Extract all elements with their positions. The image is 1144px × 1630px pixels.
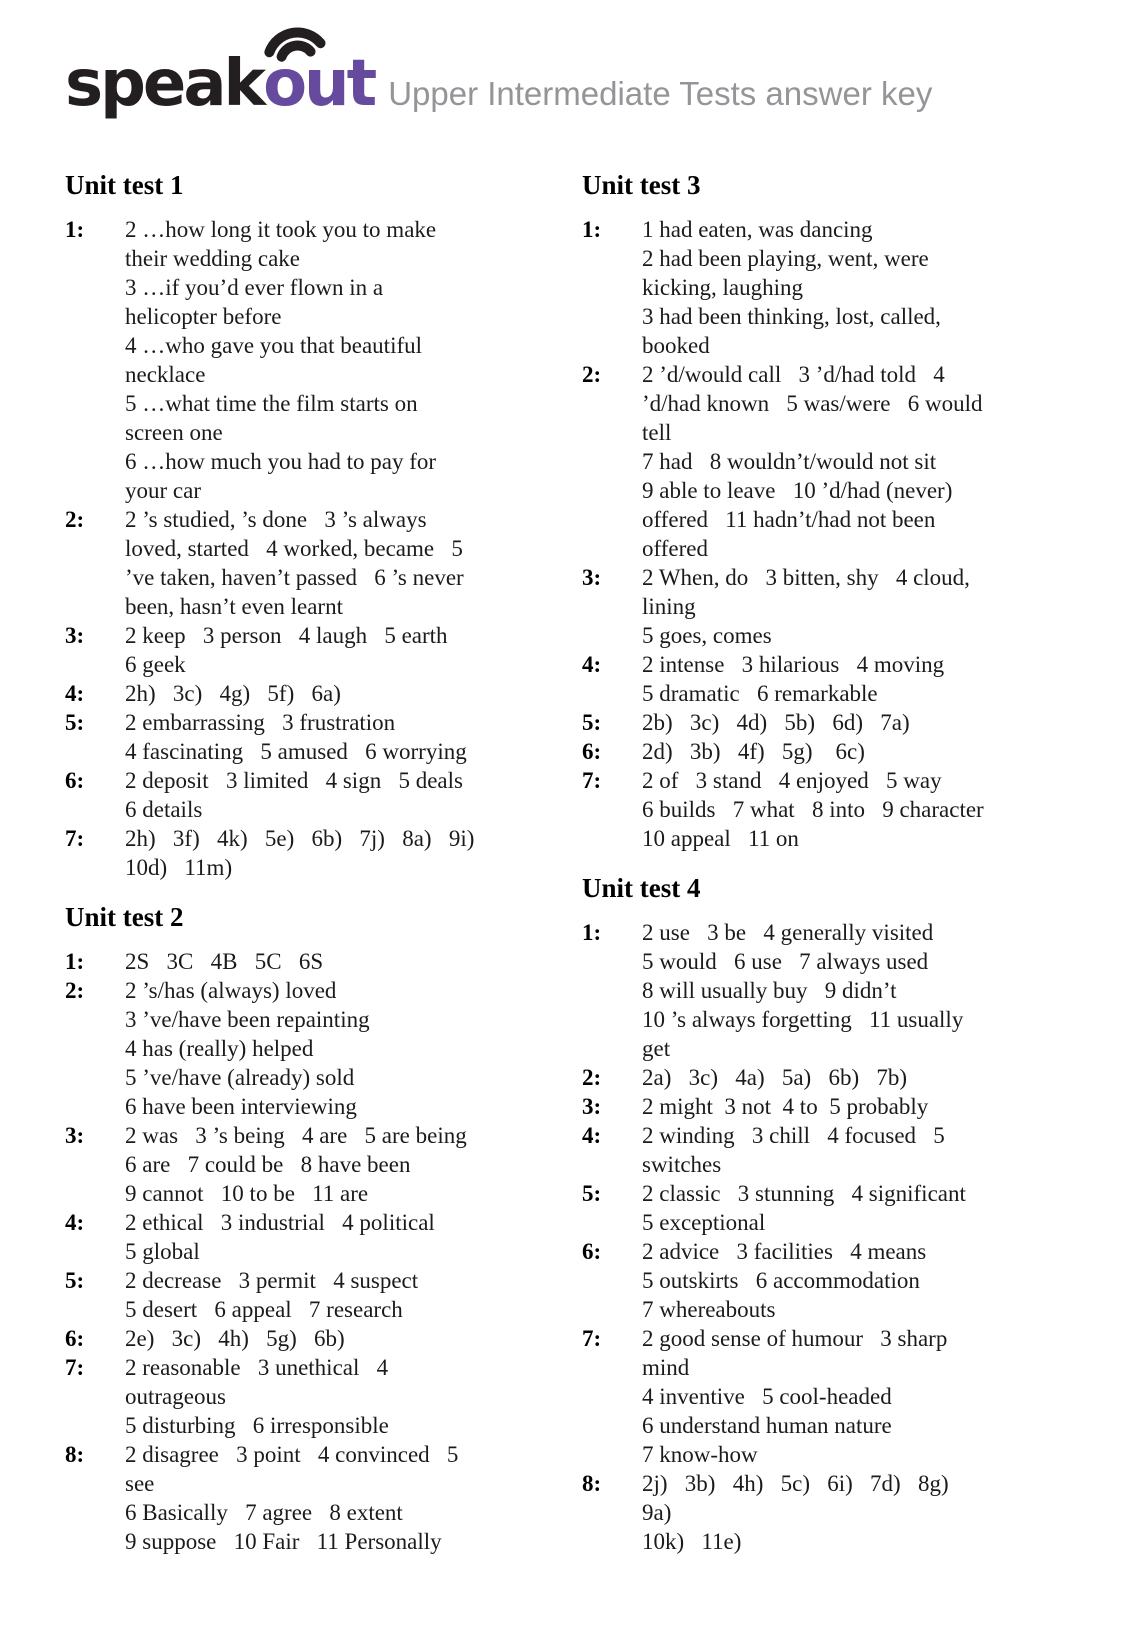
answer-line: 7 had 8 wouldn’t/would not sit: [642, 449, 937, 475]
answer-line: ’d/had known 5 was/were 6 would: [642, 391, 983, 417]
answer-line: 2j) 3b) 4h) 5c) 6i) 7d) 8g): [642, 1471, 949, 1497]
answer-line: switches: [642, 1152, 722, 1178]
answer-line: 7 know-how: [642, 1442, 758, 1468]
answer-line: 10 appeal 11 on: [642, 826, 799, 852]
answer-line: been, hasn’t even learnt: [125, 594, 343, 620]
exercise-number: 3:: [65, 623, 85, 649]
answer-line: see: [125, 1471, 155, 1497]
answer-line: 4 fascinating 5 amused 6 worrying: [125, 739, 467, 765]
answer-line: offered: [642, 536, 708, 562]
answer-line: your car: [125, 478, 201, 504]
answer-lines: [642, 918, 1079, 1063]
answer-line: 10d) 11m): [125, 855, 233, 881]
answer-line: 2b) 3c) 4d) 5b) 6d) 7a): [642, 710, 910, 736]
answer-item: [582, 1063, 1079, 1092]
unit-test-section: [582, 170, 1079, 853]
answer-item: [582, 766, 1079, 853]
logo-text-out: [263, 47, 375, 121]
answer-line: 4 …who gave you that beautiful: [125, 333, 423, 359]
answer-line: mind: [642, 1355, 690, 1381]
answer-line: 1 had eaten, was dancing: [642, 217, 873, 243]
unit-test-title: Unit test 1: [65, 170, 184, 200]
answer-item: [65, 1266, 562, 1324]
answer-line: 2 advice 3 facilities 4 means: [642, 1239, 927, 1265]
answer-line: 6 geek: [125, 652, 186, 678]
answer-item: [582, 360, 1079, 563]
answer-lines: [642, 737, 1079, 766]
exercise-number: 1:: [65, 949, 85, 975]
answer-lines: [125, 215, 562, 505]
answer-item: [582, 563, 1079, 650]
exercise-number: 6:: [582, 1239, 602, 1265]
answer-lines: [125, 621, 562, 679]
answer-item: [582, 1092, 1079, 1121]
unit-test-section: [582, 873, 1079, 1556]
answer-item: [65, 976, 562, 1121]
logo-text-speak: speak: [65, 47, 264, 121]
answer-lines: [642, 766, 1079, 853]
unit-test-section: [65, 902, 562, 1556]
answer-lines: [642, 1121, 1079, 1179]
answer-line: 2 winding 3 chill 4 focused 5: [642, 1123, 945, 1149]
answer-line: outrageous: [125, 1384, 226, 1410]
answer-line: 9 cannot 10 to be 11 are: [125, 1181, 369, 1207]
answer-item: [65, 505, 562, 621]
answer-item: [582, 918, 1079, 1063]
answer-lines: [642, 1092, 1079, 1121]
answer-line: lining: [642, 594, 696, 620]
answer-line: 2 was 3 ’s being 4 are 5 are being: [125, 1123, 467, 1149]
answer-line: 9a): [642, 1500, 672, 1526]
answer-line: 5 goes, comes: [642, 623, 772, 649]
exercise-number: 3:: [65, 1123, 85, 1149]
answer-item: [65, 679, 562, 708]
answer-line: 2 When, do 3 bitten, shy 4 cloud,: [642, 565, 970, 591]
exercise-number: 2:: [582, 362, 602, 388]
answer-item: [582, 1324, 1079, 1469]
answer-line: 3 ’ve/have been repainting: [125, 1007, 370, 1033]
answer-line: 9 suppose 10 Fair 11 Personally: [125, 1529, 442, 1555]
answer-line: 5 desert 6 appeal 7 research: [125, 1297, 403, 1323]
answer-item: [582, 1237, 1079, 1324]
answer-line: ’ve taken, haven’t passed 6 ’s never: [125, 565, 464, 591]
answer-lines: [125, 976, 562, 1121]
answer-line: 6 are 7 could be 8 have been: [125, 1152, 411, 1178]
answer-line: 2 of 3 stand 4 enjoyed 5 way: [642, 768, 942, 794]
exercise-number: 5:: [582, 710, 602, 736]
answer-lines: [125, 505, 562, 621]
answer-line: their wedding cake: [125, 246, 300, 272]
unit-test-title: Unit test 4: [582, 873, 701, 904]
exercise-number: 5:: [65, 710, 85, 736]
answer-line: 2 use 3 be 4 generally visited: [642, 920, 934, 946]
answer-line: 8 will usually buy 9 didn’t: [642, 978, 897, 1004]
exercise-number: 8:: [582, 1471, 602, 1497]
content: [0, 140, 1144, 1556]
answer-line: 10k) 11e): [642, 1529, 742, 1555]
wifi-arcs-icon: [253, 2, 332, 60]
exercise-number: 4:: [582, 652, 602, 678]
answer-lines: [642, 1179, 1079, 1237]
answer-line: 5 disturbing 6 irresponsible: [125, 1413, 389, 1439]
answer-line: 6 Basically 7 agree 8 extent: [125, 1500, 403, 1526]
answer-line: 2 good sense of humour 3 sharp: [642, 1326, 948, 1352]
answer-line: 2 had been playing, went, were: [642, 246, 929, 272]
logo-text-out-inner: out: [263, 47, 375, 121]
answer-line: 6 have been interviewing: [125, 1094, 357, 1120]
exercise-number: 4:: [65, 1210, 85, 1236]
unit-test-title: Unit test 3: [582, 170, 701, 200]
exercise-number: 7:: [582, 1326, 602, 1352]
exercise-number: 4:: [65, 681, 85, 707]
answer-line: 7 whereabouts: [642, 1297, 776, 1323]
answer-line: 2 ’d/would call 3 ’d/had told 4: [642, 362, 945, 388]
answer-line: 2h) 3c) 4g) 5f) 6a): [125, 681, 341, 707]
answer-lines: [125, 1121, 562, 1208]
answer-line: 2 ’s/has (always) loved: [125, 978, 337, 1004]
answer-line: loved, started 4 worked, became 5: [125, 536, 463, 562]
answer-line: 5 exceptional: [642, 1210, 766, 1236]
answer-line: tell: [642, 420, 672, 446]
exercise-number: 2:: [582, 1065, 602, 1091]
answer-item: [582, 1121, 1079, 1179]
answer-line: offered 11 hadn’t/had not been: [642, 507, 936, 533]
left-column: [65, 170, 562, 1556]
answer-line: 3 …if you’d ever flown in a: [125, 275, 384, 301]
answer-line: 2 embarrassing 3 frustration: [125, 710, 396, 736]
answer-line: necklace: [125, 362, 206, 388]
answer-line: 5 …what time the film starts on: [125, 391, 418, 417]
exercise-number: 1:: [582, 217, 602, 243]
speakout-logo: [65, 47, 375, 121]
answer-lines: [125, 679, 562, 708]
exercise-number: 6:: [65, 768, 85, 794]
exercise-number: 3:: [582, 565, 602, 591]
answer-line: 2e) 3c) 4h) 5g) 6b): [125, 1326, 345, 1352]
answer-lines: [642, 360, 1079, 563]
exercise-number: 2:: [65, 978, 85, 1004]
answer-line: 4 has (really) helped: [125, 1036, 314, 1062]
exercise-number: 7:: [65, 826, 85, 852]
answer-item: [65, 824, 562, 882]
answer-line: get: [642, 1036, 671, 1062]
exercise-number: 5:: [582, 1181, 602, 1207]
exercise-number: 5:: [65, 1268, 85, 1294]
answer-line: 2 ethical 3 industrial 4 political: [125, 1210, 435, 1236]
answer-line: 6 details: [125, 797, 203, 823]
answer-line: kicking, laughing: [642, 275, 803, 301]
exercise-number: 7:: [65, 1355, 85, 1381]
answer-lines: [642, 215, 1079, 360]
answer-line: 2 reasonable 3 unethical 4: [125, 1355, 389, 1381]
answer-item: [582, 1469, 1079, 1556]
answer-line: 2h) 3f) 4k) 5e) 6b) 7j) 8a) 9i): [125, 826, 475, 852]
answer-item: [65, 621, 562, 679]
answer-item: [65, 1440, 562, 1556]
answer-item: [65, 708, 562, 766]
answer-line: 9 able to leave 10 ’d/had (never): [642, 478, 953, 504]
answer-line: 4 inventive 5 cool-headed: [642, 1384, 892, 1410]
exercise-number: 3:: [582, 1094, 602, 1120]
answer-lines: [125, 947, 562, 976]
answer-line: 6 understand human nature: [642, 1413, 892, 1439]
answer-line: 2 intense 3 hilarious 4 moving: [642, 652, 945, 678]
answer-item: [65, 947, 562, 976]
answer-line: 5 dramatic 6 remarkable: [642, 681, 878, 707]
answer-lines: [642, 563, 1079, 650]
answer-line: 2 might 3 not 4 to 5 probably: [642, 1094, 929, 1120]
unit-test-section: [65, 170, 562, 882]
exercise-number: 1:: [65, 217, 85, 243]
answer-lines: [642, 1063, 1079, 1092]
answer-line: 5 would 6 use 7 always used: [642, 949, 929, 975]
answer-item: [65, 1353, 562, 1440]
unit-test-title: Unit test 2: [65, 902, 184, 933]
page-title: Upper Intermediate Tests answer key: [388, 75, 933, 112]
answer-line: booked: [642, 333, 710, 359]
answer-item: [582, 737, 1079, 766]
answer-item: [582, 215, 1079, 360]
answer-lines: [642, 708, 1079, 737]
answer-line: 6 …how much you had to pay for: [125, 449, 437, 475]
answer-line: 2 disagree 3 point 4 convinced 5: [125, 1442, 459, 1468]
answer-lines: [125, 1324, 562, 1353]
answer-line: 2 ’s studied, ’s done 3 ’s always: [125, 507, 427, 533]
answer-line: 6 builds 7 what 8 into 9 character: [642, 797, 984, 823]
answer-line: 5 ’ve/have (already) sold: [125, 1065, 355, 1091]
exercise-number: 8:: [65, 1442, 85, 1468]
answer-item: [65, 766, 562, 824]
answer-lines: [125, 708, 562, 766]
right-column: [582, 170, 1079, 1556]
answer-line: helicopter before: [125, 304, 282, 330]
answer-line: 2 …how long it took you to make: [125, 217, 437, 243]
answer-line: 2 keep 3 person 4 laugh 5 earth: [125, 623, 448, 649]
exercise-number: 2:: [65, 507, 85, 533]
answer-lines: [125, 824, 562, 882]
answer-line: 2d) 3b) 4f) 5g) 6c): [642, 739, 865, 765]
answer-line: 2 classic 3 stunning 4 significant: [642, 1181, 966, 1207]
answer-item: [65, 1121, 562, 1208]
answer-line: 3 had been thinking, lost, called,: [642, 304, 941, 330]
answer-item: [65, 215, 562, 505]
answer-lines: [125, 766, 562, 824]
answer-lines: [642, 1324, 1079, 1469]
header: [0, 0, 1144, 140]
answer-item: [582, 708, 1079, 737]
answer-line: 2S 3C 4B 5C 6S: [125, 949, 324, 975]
exercise-number: 1:: [582, 920, 602, 946]
answer-item: [65, 1208, 562, 1266]
answer-line: 2a) 3c) 4a) 5a) 6b) 7b): [642, 1065, 908, 1091]
exercise-number: 4:: [582, 1123, 602, 1149]
exercise-number: 6:: [582, 739, 602, 765]
answer-lines: [125, 1353, 562, 1440]
answer-line: 2 decrease 3 permit 4 suspect: [125, 1268, 419, 1294]
answer-line: screen one: [125, 420, 223, 446]
answer-item: [582, 1179, 1079, 1237]
exercise-number: 6:: [65, 1326, 85, 1352]
answer-lines: [642, 650, 1079, 708]
answer-line: 5 global: [125, 1239, 200, 1265]
answer-lines: [642, 1237, 1079, 1324]
answer-lines: [125, 1208, 562, 1266]
answer-line: 10 ’s always forgetting 11 usually: [642, 1007, 964, 1033]
answer-item: [582, 650, 1079, 708]
answer-item: [65, 1324, 562, 1353]
answer-line: 5 outskirts 6 accommodation: [642, 1268, 920, 1294]
answer-lines: [125, 1266, 562, 1324]
answer-line: 2 deposit 3 limited 4 sign 5 deals: [125, 768, 463, 794]
answer-lines: [642, 1469, 1079, 1556]
exercise-number: 7:: [582, 768, 602, 794]
answer-lines: [125, 1440, 562, 1556]
